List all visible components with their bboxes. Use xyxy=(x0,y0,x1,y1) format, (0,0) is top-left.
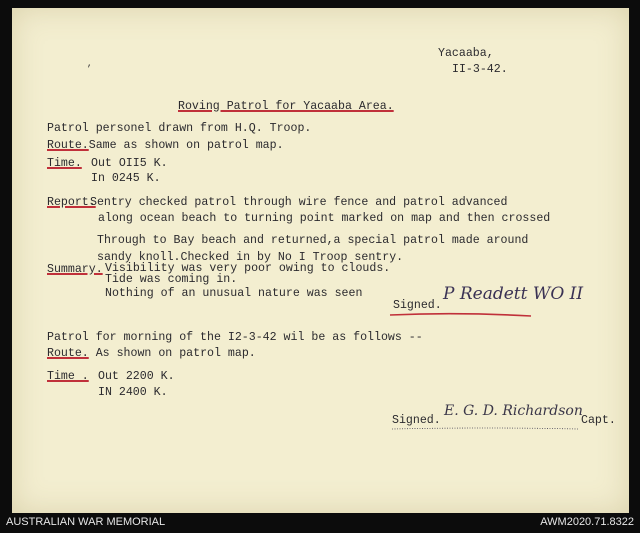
report-label: Report. xyxy=(47,196,96,209)
route1-line xyxy=(47,140,284,152)
summary-line: Nothing of an unusual nature was seen xyxy=(105,287,363,300)
report-line: sandy knoll.Checked in by No I Troop sentry. xyxy=(97,251,404,264)
footer-left: AUSTRALIAN WAR MEMORIAL xyxy=(6,516,166,528)
report-line: Through to Bay beach and returned,a special patrol made around xyxy=(97,234,529,247)
signed1-label: Signed. xyxy=(393,299,442,312)
summary-line: Tide was coming in. xyxy=(105,273,238,286)
report-line: along ocean beach to turning point marked on map and then crossed xyxy=(98,212,551,225)
route2-label: Route. xyxy=(47,347,89,360)
red-underline-mark xyxy=(388,312,533,318)
summary-line: Visibility was very poor owing to clouds. xyxy=(105,262,391,275)
signature-underline xyxy=(390,426,580,432)
time2-in: IN 2400 K. xyxy=(98,386,168,399)
time1-in: In 0245 K. xyxy=(91,172,161,185)
route2-text: As shown on patrol map. xyxy=(95,347,256,360)
route1-label: Route. xyxy=(47,139,89,152)
place: Yacaaba, xyxy=(438,47,494,60)
report-line: Sentry checked patrol through wire fence and patrol advanced xyxy=(90,196,508,209)
personnel-line: Patrol personel drawn from H.Q. Troop. xyxy=(47,122,312,135)
time2-label: Time . xyxy=(47,370,89,383)
footer-bar xyxy=(0,513,640,533)
signed2-label: Signed. xyxy=(392,414,441,427)
signed2-rank: Capt. xyxy=(581,414,616,427)
signature-1: P Readett WO II xyxy=(443,284,584,304)
stray-mark: , xyxy=(87,59,93,69)
time1-label: Time. xyxy=(47,157,82,170)
footer-right: AWM2020.71.8322 xyxy=(540,516,634,528)
signature-2: E. G. D. Richardson xyxy=(444,403,583,419)
morning-line: Patrol for morning of the I2-3-42 wil be as follows -- xyxy=(47,331,423,344)
date: II-3-42. xyxy=(452,63,508,76)
summary-label: Summary. xyxy=(47,263,103,276)
time1-out: Out OII5 K. xyxy=(91,157,168,170)
document-title: Roving Patrol for Yacaaba Area. xyxy=(178,100,394,113)
route2-line xyxy=(47,348,256,360)
route1-text: Same as shown on patrol map. xyxy=(88,139,284,152)
time2-out: Out 2200 K. xyxy=(98,370,175,383)
